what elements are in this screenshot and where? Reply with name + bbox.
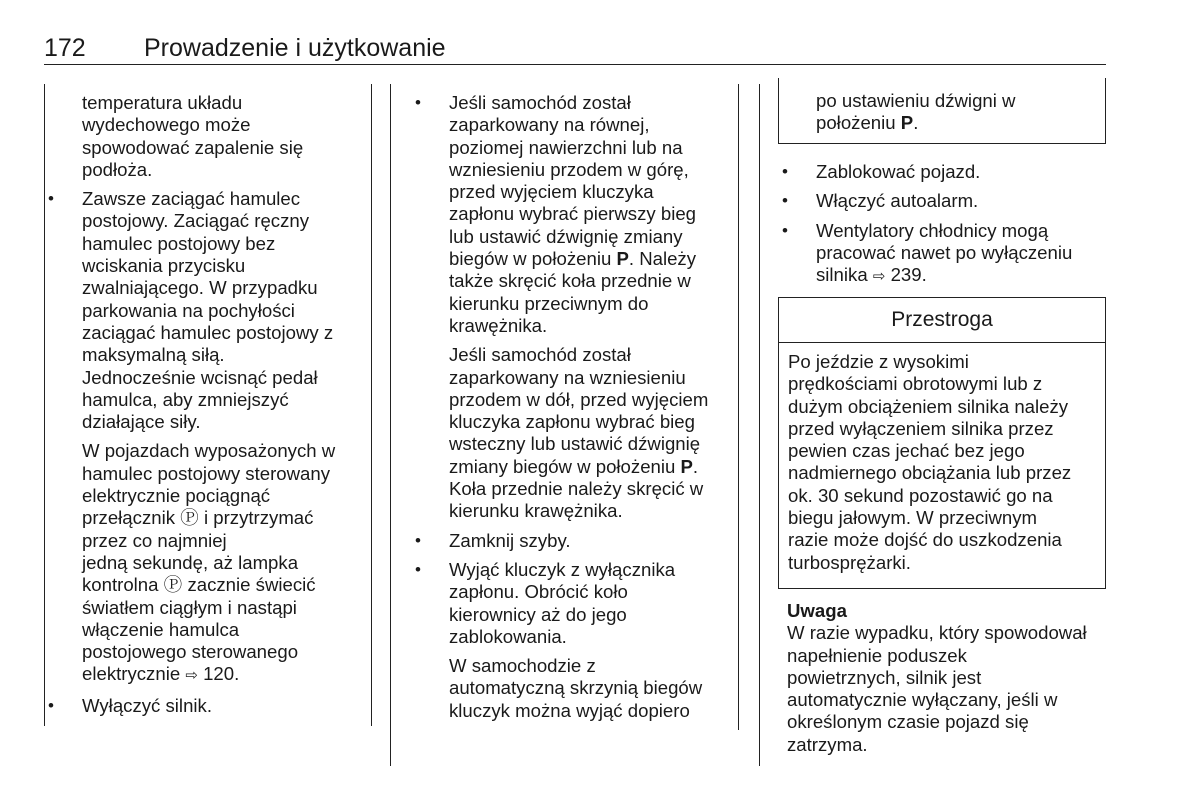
parking-brake-icon: Ⓟ (180, 507, 199, 529)
gear-position-label: P (900, 112, 914, 134)
bullet-icon: • (415, 530, 421, 550)
text-line: Zamknij szyby. (449, 529, 571, 551)
text-line: ok. 30 sekund pozostawić go na (788, 484, 1053, 506)
list-item (411, 559, 736, 648)
text-line: działające siły. (82, 411, 201, 433)
text-line: położeniu P. (816, 112, 919, 134)
caution-title: Przestroga (779, 298, 1105, 343)
text-line: określonym czasie pojazd się (787, 711, 1029, 733)
text-line: światłem ciągłym i nastąpi (82, 596, 297, 618)
text-line: Jeśli samochód został (449, 92, 631, 113)
text-line: przed wyjęciem kluczyka (449, 181, 654, 203)
text-line: W razie wypadku, który spowodował (787, 622, 1087, 644)
text-line: zapłonu wybrać pierwszy bieg (449, 203, 697, 225)
text-line: W pojazdach wyposażonych w (82, 440, 336, 462)
text-line: hamulec postojowy bez (82, 232, 276, 254)
reference-arrow-icon: ⇨ (185, 667, 198, 685)
column-3-list (778, 161, 1106, 295)
list-item (411, 92, 736, 337)
paragraph-electric-brake (44, 440, 369, 687)
text-line: wydechowego może (82, 114, 251, 136)
list-item (44, 695, 369, 717)
text-line: silnika ⇨ 239. (816, 264, 927, 286)
text-line: kierownicy aż do jego (449, 603, 627, 625)
page-number: 172 (44, 34, 86, 62)
text-line: biegu jałowym. W przeciwnym (788, 507, 1038, 529)
caution-body (779, 343, 1105, 574)
text-line: Koła przednie należy skręcić w (449, 478, 704, 500)
text-line: parkowania na pochyłości (82, 299, 295, 321)
caution-box (778, 297, 1106, 589)
text-line: temperatura układu (82, 92, 243, 113)
text-line: zmiany biegów w położeniu P. (449, 455, 699, 477)
note-title: Uwaga (787, 600, 847, 621)
page-header (44, 32, 1106, 65)
text-line: po ustawieniu dźwigni w (816, 90, 1016, 111)
list-item (778, 220, 1106, 289)
text-line: Jednocześnie wcisnąć pedał (82, 366, 318, 388)
text-line: także skręcić koła przednie w (449, 270, 691, 292)
text-line: Wentylatory chłodnicy mogą (816, 219, 1049, 241)
text-line: elektrycznie pociągnąć (82, 485, 271, 507)
text-line: lub ustawić dźwignię zmiany (449, 225, 683, 247)
text-line: kluczyka zapłonu wybrać bieg (449, 411, 695, 433)
bullet-icon: • (48, 695, 54, 715)
text-line: podłoża. (82, 158, 153, 180)
text-line: kontrolna Ⓟ zacznie świecić (82, 574, 316, 596)
text-line: kierunku krawężnika. (449, 500, 623, 522)
text-line: przodem w dół, przed wyjęciem (449, 388, 709, 410)
text-line: nadmiernego obciążania lub przez (788, 462, 1072, 484)
text-line: krawężnika. (449, 314, 548, 336)
column-2 (411, 92, 736, 729)
text-line: zwalniającego. W przypadku (82, 277, 318, 299)
text-line: hamulca, aby zmniejszyć (82, 388, 289, 410)
gear-position-label: P (616, 248, 629, 270)
text-line: turbosprężarki. (788, 551, 911, 573)
gear-position-label: P (680, 455, 693, 477)
text-line: zaparkowany na wzniesieniu (449, 366, 686, 388)
bullet-icon: • (48, 189, 54, 209)
text-line: wsteczny lub ustawić dźwignię (449, 433, 701, 455)
text-line: spowodować zapalenie się (82, 136, 304, 158)
text-line: poziomej nawierzchni lub na (449, 136, 683, 158)
chapter-title: Prowadzenie i użytkowanie (144, 34, 446, 62)
text-line: wzniesieniu przodem w górę, (449, 158, 689, 180)
text-line: zaparkowany na równej, (449, 114, 650, 136)
text-line: napełnienie poduszek (787, 644, 967, 666)
note-section (787, 600, 1107, 756)
text-line: jedną sekundę, aż lampka (82, 551, 299, 573)
text-line: kierunku przeciwnym do (449, 292, 649, 314)
column-rule-left-2 (371, 84, 372, 726)
paragraph-downhill (411, 344, 736, 522)
text-line: kluczyk można wyjąć dopiero (449, 699, 690, 721)
bullet-icon: • (782, 191, 788, 211)
column-rule-mid-1 (390, 84, 391, 766)
framed-continuation (778, 78, 1106, 144)
text-line: razie może dojść do uszkodzenia (788, 529, 1062, 551)
text-line: Włączyć autoalarm. (816, 190, 979, 212)
continued-text (44, 92, 369, 181)
text-line: zatrzyma. (787, 733, 868, 755)
text-line: Wyłączyć silnik. (82, 694, 213, 716)
text-line: automatyczną skrzynią biegów (449, 677, 703, 699)
text-line: pewien czas jechać bez jego (788, 440, 1025, 462)
paragraph-automatic (411, 655, 736, 722)
text-line: przed wyłączeniem silnika przez (788, 417, 1054, 439)
text-line: automatycznie wyłączany, jeśli w (787, 689, 1058, 711)
text-line: dużym obciążeniem silnika należy (788, 395, 1069, 417)
text-line: Po jeździe z wysokimi (788, 351, 969, 372)
bullet-icon: • (782, 220, 788, 240)
text-line: przełącznik Ⓟ i przytrzymać (82, 507, 314, 529)
text-line: Zablokować pojazd. (816, 161, 981, 182)
list-item (778, 161, 1106, 183)
text-line: przez co najmniej (82, 529, 227, 551)
bullet-icon: • (415, 93, 421, 112)
text-line: W samochodzie z (449, 655, 596, 677)
text-line: postojowego sterowanego (82, 641, 299, 663)
column-rule-mid-2 (738, 84, 739, 730)
page-reference[interactable]: 120. (203, 663, 240, 685)
text-line: wciskania przycisku (82, 255, 246, 277)
text-line: postojowy. Zaciągać ręczny (82, 210, 310, 232)
text-line: pracować nawet po wyłączeniu (816, 241, 1073, 263)
text-line: Jeśli samochód został (449, 344, 631, 366)
column-1 (44, 92, 369, 724)
text-line: włączenie hamulca (82, 618, 240, 640)
text-line: zablokowania. (449, 625, 567, 647)
bullet-icon: • (415, 559, 421, 579)
column-rule-right (759, 84, 760, 766)
text-line: zapłonu. Obrócić koło (449, 581, 628, 603)
parking-brake-icon: Ⓟ (163, 574, 183, 596)
text-line: Zawsze zaciągać hamulec (82, 188, 301, 210)
reference-arrow-icon: ⇨ (872, 268, 886, 286)
list-item (44, 188, 369, 433)
page-reference[interactable]: 239. (890, 264, 927, 286)
text-line: biegów w położeniu P. Należy (449, 248, 697, 270)
text-line: hamulec postojowy sterowany (82, 462, 331, 484)
bullet-icon: • (782, 162, 788, 181)
text-line: prędkościami obrotowymi lub z (788, 373, 1043, 395)
text-line: elektrycznie ⇨ 120. (82, 663, 240, 685)
text-line: zaciągać hamulec postojowy z (82, 321, 334, 343)
text-line: Wyjąć kluczyk z wyłącznika (449, 558, 676, 580)
text-line: maksymalną siłą. (82, 344, 225, 366)
list-item (778, 190, 1106, 212)
list-item (411, 530, 736, 552)
text-line: powietrznych, silnik jest (787, 666, 982, 688)
